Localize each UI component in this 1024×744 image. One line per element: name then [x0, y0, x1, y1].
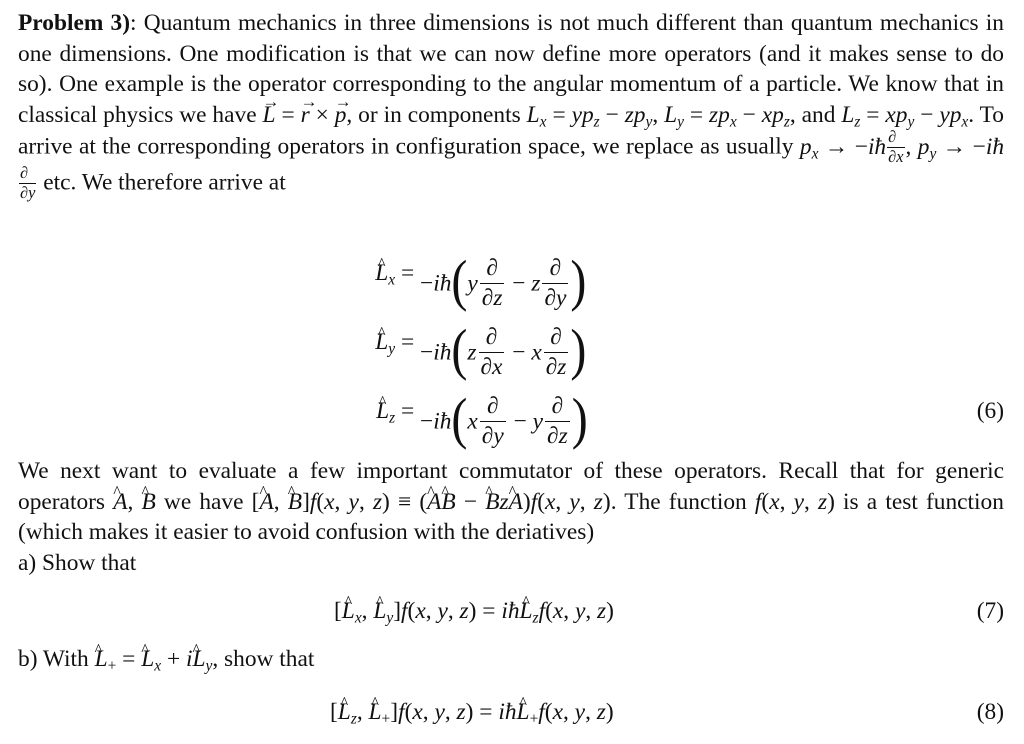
equation-number-7: (7)	[976, 598, 1004, 624]
commutator-definition-formula: [A ^, B ^]f(x, y, z) ≡ (A ^B ^ − B ^zA ^)f(x, y, z)	[252, 489, 611, 515]
commutator-text-2: we have	[155, 488, 252, 515]
equation-7: [L $\^{}_x$, L $\^{}_y]f(x$, y, z) = iħL $\^{}_zf(x$, y, z)	[334, 596, 614, 627]
intro-text-4: . To arrive at the corresponding operators in configuration space, we replace as usually	[18, 101, 1004, 160]
commutator-text-4: is a test function (which makes it easier to avoid confusion with the deriatives)	[18, 488, 1004, 546]
intro-text-5: etc. We therefore arrive at	[37, 169, 286, 196]
raising-operator-definition: L $\^{}_+ = L$ $\^{}_x$ + iL $\^{}_y$	[95, 646, 213, 672]
problem-statement	[18, 8, 1004, 202]
intro-text-1: : Quantum mechanics in three dimensions is not much different than quantum mechanics in one dimensions. One modification is that we can now define more operators (and it makes sense to do so). One example is the operator corresponding to the angular momentum of a particle. We know that in classical physics we have	[18, 10, 1005, 128]
test-function: f(x, y, z)	[754, 488, 835, 515]
commutator-text-3: . The function	[610, 488, 755, 515]
part-b-label-2: , show that	[212, 646, 315, 672]
intro-text-3: , and	[789, 101, 842, 128]
commutator-paragraph	[18, 456, 1004, 578]
classical-angular-momentum-formula: L → = r → × p →	[263, 102, 347, 128]
equation-number-8: (8)	[976, 699, 1004, 725]
commutator-text-1: We next want to evaluate a few important commutator of these operators. Recall that for generic operators	[18, 458, 1004, 515]
part-b-label-1: b) With	[18, 646, 95, 672]
lz-component-formula: $L_z = xp_y - yp_x$	[841, 101, 969, 131]
equation-8: [L $\^{}_z$, L $\^{}_+]f(x$, y, z) = iħL $\^{}_+f(x$, y, z)	[330, 697, 614, 728]
intro-text-2: , or in components	[346, 101, 527, 128]
part-b	[18, 644, 1004, 675]
equation-number-6: (6)	[976, 398, 1004, 424]
momentum-substitution-formula: $p_x$ → −iħ ∂ ∂x , $p_y$ → −iħ ∂ ∂y	[20, 127, 1005, 202]
problem-label: Problem 3)	[18, 10, 131, 36]
generic-operators: A ^, B ^	[113, 489, 156, 515]
part-a-label: a) Show that	[18, 549, 137, 576]
lx-component-formula: $L_x = yp_z - zp_y$, $L_y = zp_x - xp_z$	[526, 101, 790, 131]
